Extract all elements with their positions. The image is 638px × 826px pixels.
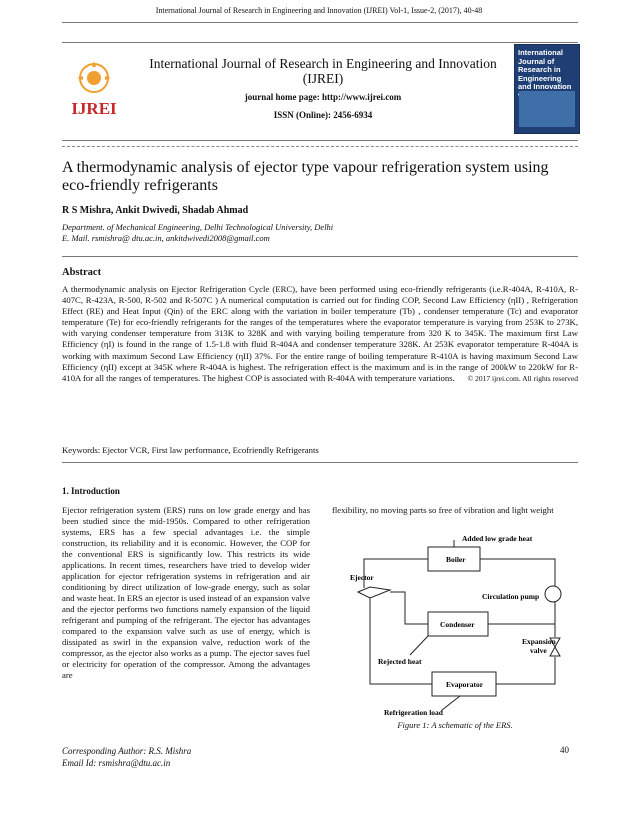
paper-title: A thermodynamic analysis of ejector type vapour refrigeration system using eco-friendly refrigerants [62,159,549,194]
masthead-dashed-rule [62,146,578,147]
introduction-right-column: flexibility, no moving parts so free of vibration and light weight [332,505,554,515]
introduction-heading: 1. Introduction [62,486,120,496]
ejector-shape [358,587,390,598]
masthead-top-rule [62,42,578,43]
abstract-body [62,284,578,384]
ijrei-logo [62,58,126,120]
affiliation-department: Department. of Mechanical Engineering, Delhi Technological University, Delhi [62,222,334,232]
page-number: 40 [560,745,569,755]
ers-schematic-figure [350,532,580,717]
label-evaporator: Evaporator [446,680,484,689]
label-refrigeration-load: Refrigeration load [384,708,443,717]
masthead-bottom-rule [62,140,578,141]
affiliation [62,222,333,244]
label-added-heat: Added low grade heat [462,534,533,543]
journal-home-page[interactable]: journal home page: http://www.ijrei.com [244,92,402,102]
heat-arrows [410,636,460,710]
label-condenser: Condenser [440,620,475,629]
footer-author [62,745,191,769]
label-rejected-heat: Rejected heat [378,657,422,666]
journal-issn: ISSN (Online): 2456-6934 [273,110,373,120]
running-head: International Journal of Research in Engineering and Innovation (IJREI) Vol-1, Issue-2, (2017), 40-48 [155,6,483,15]
journal-title-line2: (IJREI) [302,71,344,86]
abstract-text: A thermodynamic analysis on Ejector Refrigeration Cycle (ERC), have been performed using eco-friendly refrigerants (i.e.R-404A, R-410A, R-407C, R-423A, R-500, R-502 and R-507C ) A numerical computation is carried out for finding COP, Second Law Efficiency (ηII) , Refrigeration Effect (RE) and Heat Input (Qin) of the ERC along with the variation in boiler temperature (Tb) , condenser temperature (Tc) and evaporator temperature (Te) for eco-friendly refrigerants for the ranges of the temperatures where the evaporator temperature is varying from 253K to 273K, with varying condenser temperature from 313K to 328K and with varying boiling temperature from 320 K to 345K. The maximum first Law Efficiency (ηI) is found in the range of 1.5-1.8 with fluid R-404A and condenser temperature 328K. At 253K evaporator temperature R-404A is working with maximum Second Law Efficiency (ηII) 37%. For the entire range of boiling temperature R-410A is having maximum Second Law Efficiency (ηII) except at 345K where R-404A is highest. The refrigeration effect is the maximum and is in the range of 200kW to 220kW for R-410A for all the ranges of temperatures. The highest COP is associated with R-404A with temperature variations. [62,284,578,383]
label-expansion-1: Expansion [522,637,556,646]
copyright: © 2017 ijrei.com. All rights reserved [467,373,578,383]
logo-text: IJREI [71,99,117,118]
label-boiler: Boiler [446,555,466,564]
abstract-heading: Abstract [62,267,102,278]
author-rule [62,256,578,257]
cover-title: International Journal of Research in Engineering and Innovation [518,48,572,91]
journal-title-line1: International Journal of Research in Engineering and Innovation [149,56,497,71]
corresponding-email: Email Id: rsmishra@dtu.ac.in [62,758,171,768]
label-circulation-pump: Circulation pump [482,592,540,601]
header-rule [62,22,578,23]
label-expansion-2: valve [530,646,547,655]
affiliation-email: E. Mail. rsmishra@ dtu.ac.in, ankitdwivedi2008@gmail.com [62,233,270,243]
circulation-pump-shape [545,586,561,602]
journal-cover-image [514,44,580,134]
keywords-rule [62,462,578,463]
journal-title [128,56,518,86]
figure-caption: Figure 1: A schematic of the ERS. [397,720,513,730]
cover-photo [519,91,575,127]
keywords: Keywords: Ejector VCR, First law performance, Ecofriendly Refrigerants [62,445,319,455]
authors: R S Mishra, Ankit Dwivedi, Shadab Ahmad [62,205,249,216]
introduction-left-column: Ejector refrigeration system (ERS) runs on low grade energy and has been studied since the mid-1950s. Compared to other refrigeration systems, ERS has a few special advantages i.e. the simple construction, its reliability and it is economic. However, the COP for the conventional ERS is significantly low. This restricts its wide applications. In recent times, researchers have tried to develop wider application for ejector refrigeration systems in refrigeration and air conditioning by direct utilization of low-grade energy, such as solar and waste heat. In ERS an ejector is used instead of an expansion valve and the ejector performs two functions namely expansion of the liquid refrigerant and pumping of the refrigerant. The ejector has advantages compared to the expansion valve such as use of energy, which is dissipated as swirl in the expansion valve, reduction work of the compressor, as the ejector also works as a pump. The ejector saves fuel or electricity for operation of the compressor. Among the advantages are [62,505,311,680]
corresponding-author: Corresponding Author: R.S. Mishra [62,746,192,756]
label-ejector: Ejector [350,573,374,582]
